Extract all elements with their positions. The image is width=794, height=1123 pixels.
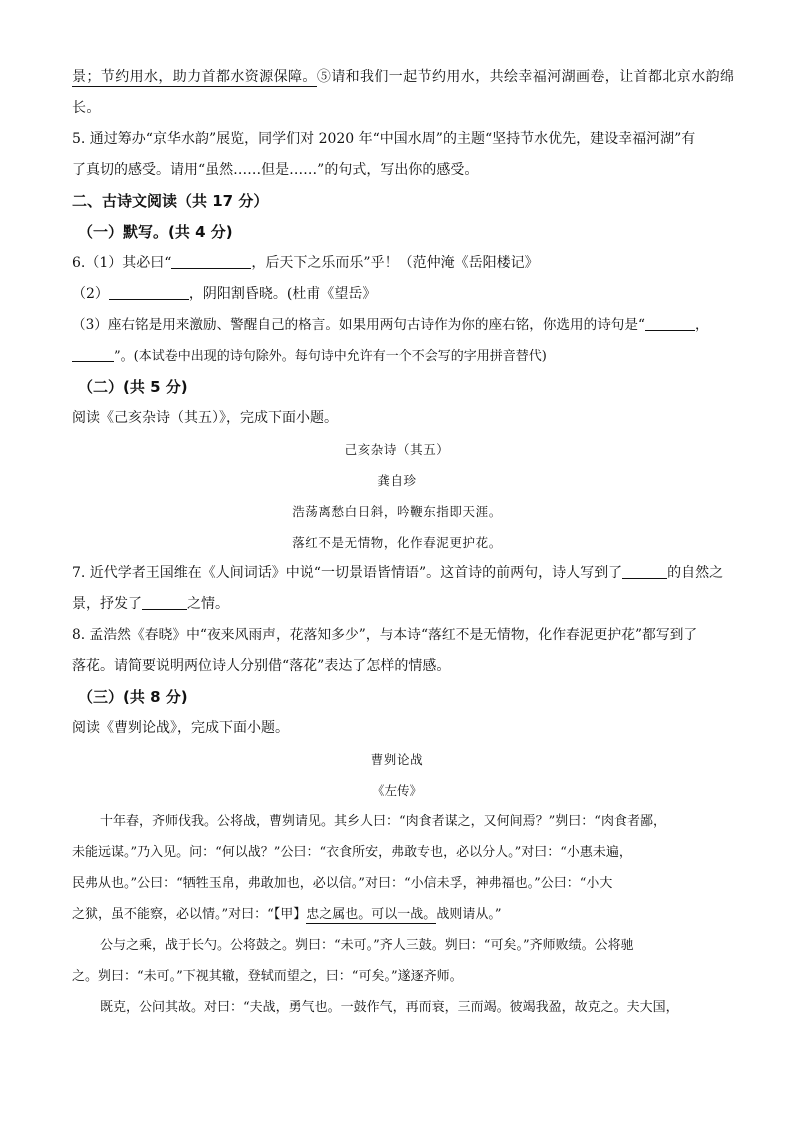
essay-paragraph-2-line-1: 公与之乘，战于长勺。公将鼓之。刿曰：“未可。”齐人三鼓。刿曰：“可矣。”齐师败绩。公将驰: [100, 938, 634, 953]
essay-paragraph-1-line-4: 之狱，虽不能察，必以情。”对曰：“【甲】忠之属也。可以一战。战则请从。”: [72, 907, 502, 922]
essay-title: 曹刿论战: [370, 752, 424, 767]
part-3-instruction: 阅读《曹刿论战》，完成下面小题。: [72, 720, 289, 736]
question-5-line-1: 5. 通过筹办“京华水韵”展览，同学们对 2020 年“中国水周”的主题“坚持节水优先，建设幸福河湖”有: [72, 131, 696, 147]
question-6-3: （3）座右铭是用来激励、警醒自己的格言。如果用两句古诗作为你的座右铭，你选用的诗句是“ ，: [72, 317, 709, 333]
answer-blank: [645, 316, 695, 331]
part-3-title: （三）(共 8 分): [78, 688, 188, 706]
question-5-line-2: 了真切的感受。请用“虽然……但是……”的句式，写出你的感受。: [72, 162, 479, 178]
section-2-title: 二、古诗文阅读（共 17 分）: [72, 192, 269, 210]
answer-blank: [72, 347, 114, 362]
answer-blank: [142, 595, 187, 610]
intro-line-2: 长。: [72, 100, 101, 116]
exam-page: [72, 62, 735, 1023]
poem-line-1: 浩荡离愁白日斜，吟鞭东指即天涯。: [292, 504, 502, 519]
essay-paragraph-3-line-1: 既克，公问其故。对曰：“夫战，勇气也。一鼓作气，再而衰，三而竭。彼竭我盈，故克之。夫大国，: [100, 1000, 679, 1015]
answer-blank: [622, 564, 667, 579]
question-7-line-1: 7. 近代学者王国维在《人间词话》中说“一切景语皆情语”。这首诗的前两句，诗人写到了 的自然之: [72, 565, 724, 581]
poem-author: 龚自珍: [377, 473, 417, 488]
intro-line-1: 景；节约用水，助力首都水资源保障。⑤请和我们一起节约用水，共绘幸福河湖画卷，让首都北京水韵绵: [72, 69, 735, 85]
answer-blank: [109, 285, 189, 300]
question-8-line-2: 落花。请简要说明两位诗人分别借“落花”表达了怎样的情感。: [72, 658, 451, 674]
question-6-1: 6.（1）其必曰“ ，后天下之乐而乐”乎！（范仲淹《岳阳楼记》: [72, 255, 539, 271]
underlined-sentence: 忠之属也。可以一战。: [306, 907, 437, 922]
part-1-title: （一）默写。(共 4 分): [78, 223, 233, 241]
underlined-text: 景；节约用水，助力首都水资源保障。: [72, 69, 317, 85]
poem-line-2: 落红不是无情物，化作春泥更护花。: [292, 535, 502, 550]
question-7-line-2: 景，抒发了 之情。: [72, 596, 229, 612]
essay-source: 《左传》: [371, 783, 422, 798]
question-8-line-1: 8. 孟浩然《春晓》中“夜来风雨声，花落知多少”，与本诗“落红不是无情物，化作春泥更护花”都写到了: [72, 627, 698, 643]
question-6-3-cont: ”。(本试卷中出现的诗句除外。每句诗中允许有一个不会写的字用拼音替代): [72, 341, 722, 372]
essay-paragraph-1-line-2: 未能远谋。”乃入见。问：“何以战？”公曰：“衣食所安，弗敢专也，必以分人。”对曰：“小惠未遍，: [72, 845, 632, 860]
answer-blank: [171, 254, 251, 269]
part-2-title: （二）(共 5 分): [78, 378, 188, 396]
essay-paragraph-1-line-1: 十年春，齐师伐我。公将战，曹刿请见。其乡人曰：“肉食者谋之，又何间焉？”刿曰：“肉食者鄙，: [100, 814, 666, 829]
poem-title: 己亥杂诗（其五）: [344, 442, 450, 457]
essay-paragraph-2-line-2: 之。刿曰：“未可。”下视其辙，登轼而望之，曰：“可矣。”遂逐齐师。: [72, 969, 463, 984]
essay-paragraph-1-line-3: 民弗从也。”公曰：“牺牲玉帛，弗敢加也，必以信。”对曰：“小信未孚，神弗福也。”公曰：“小大: [72, 876, 613, 891]
question-6-2: （2） ，阴阳割昏晓。(杜甫《望岳》: [72, 286, 377, 302]
part-2-instruction: 阅读《己亥杂诗（其五）》，完成下面小题。: [72, 410, 338, 426]
